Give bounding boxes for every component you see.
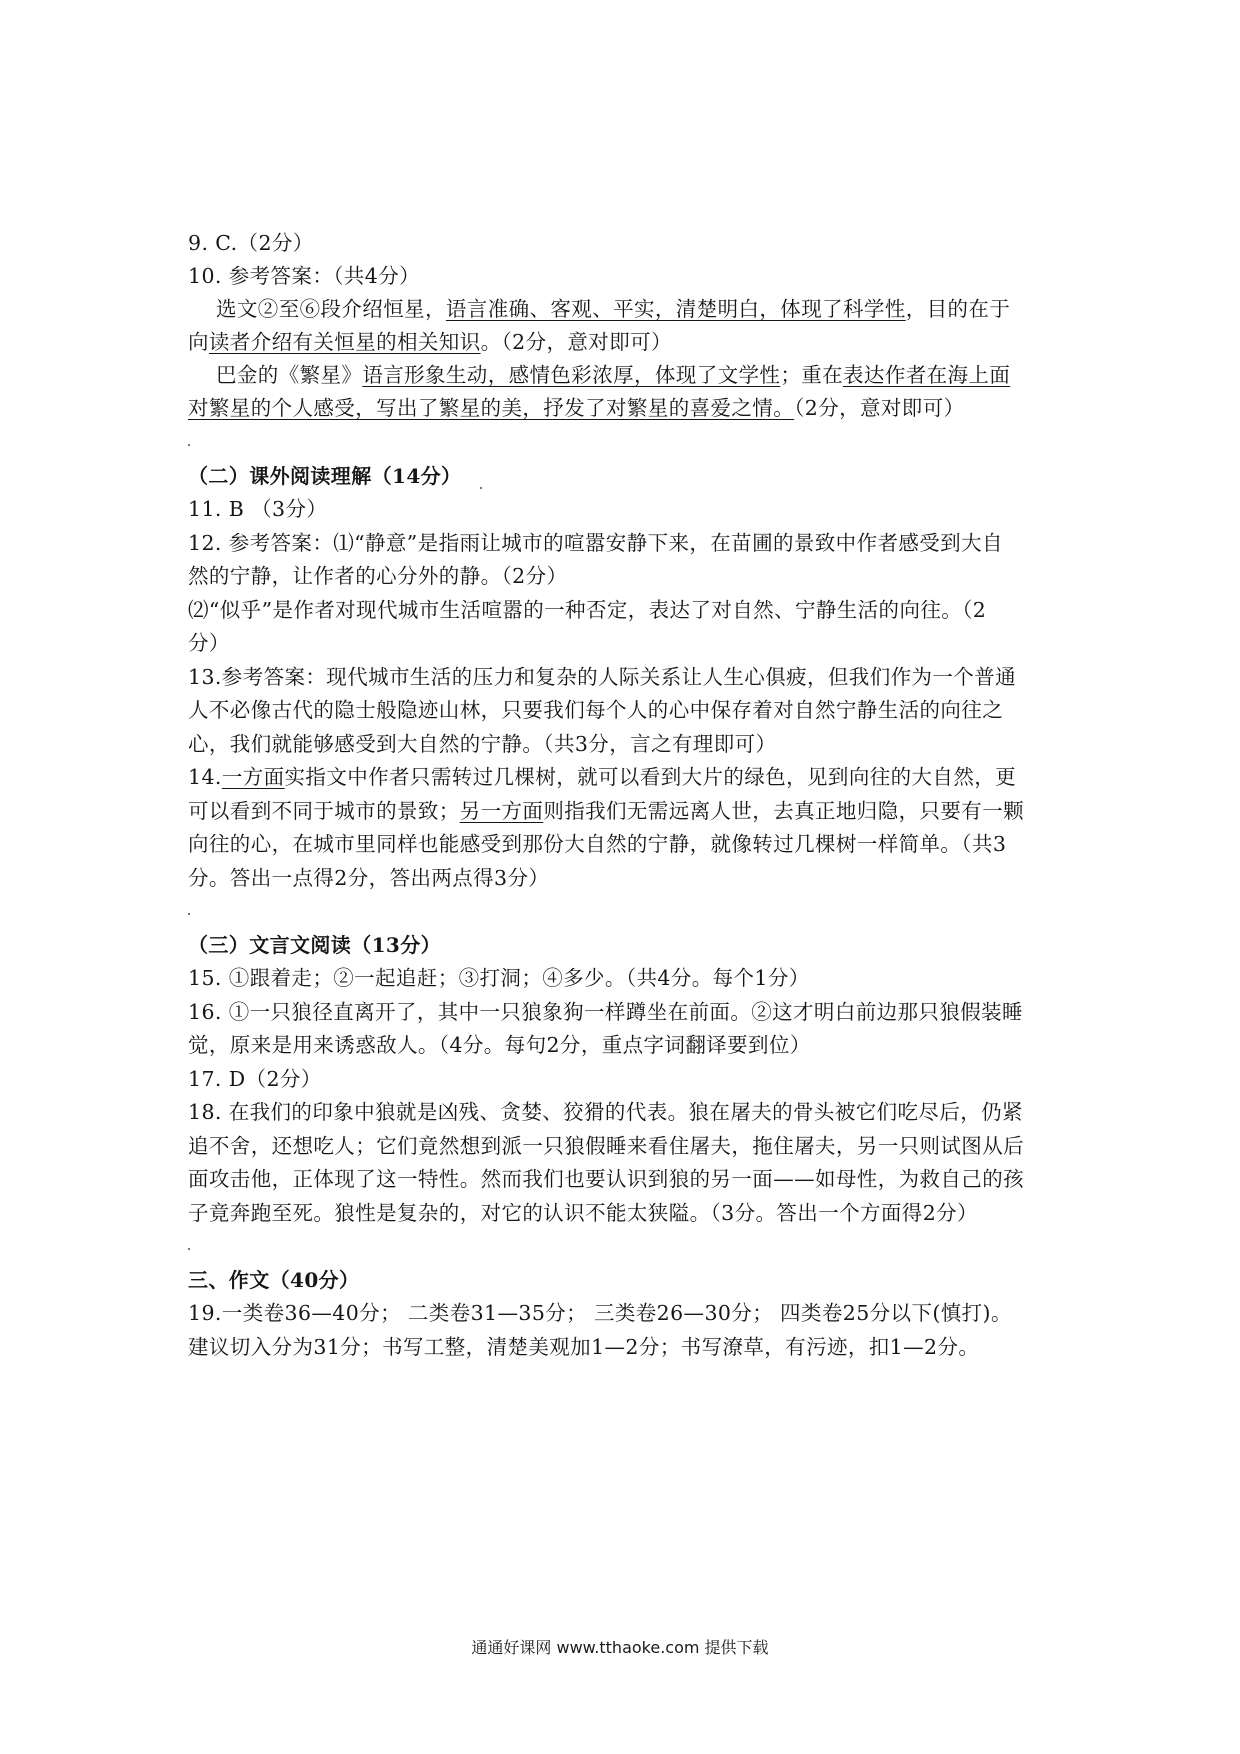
underlined-text: 对繁星的个人感受，写出了繁星的美，抒发了对繁星的喜爱之情。 <box>188 396 795 420</box>
answer-q18-line4: 子竟奔跑至死。狼性是复杂的，对它的认识不能太狭隘。（3分。答出一个方面得2分） <box>188 1201 978 1225</box>
scan-speck <box>188 913 190 915</box>
answer-q10-paragraph2-line2 <box>188 392 965 425</box>
underlined-text: 另一方面 <box>459 799 544 823</box>
text-run: 可以看到不同于城市的景致； <box>188 799 460 823</box>
answer-q19-line2: 建议切入分为31分；书写工整，清楚美观加1—2分；书写潦草，有污迹，扣1—2分。 <box>188 1335 980 1359</box>
text-run: ，目的在于 <box>905 297 1011 321</box>
answer-q12-line1: 12. 参考答案：⑴“静意”是指雨让城市的喧嚣安静下来，在苗圃的景致中作者感受到大自 <box>188 531 1003 555</box>
answer-q14-line2 <box>188 795 1024 828</box>
text-run: 则指我们无需远离人世，去真正地归隐，只要有一颗 <box>543 799 1025 823</box>
scan-speck <box>188 1248 190 1250</box>
answer-q9: 9. C.（2分） <box>188 231 314 255</box>
text-run: 。（2分，意对即可） <box>480 330 672 354</box>
section-heading-composition: 三、作文（40分） <box>188 1268 360 1292</box>
text-run: 向 <box>188 330 209 354</box>
text-run: ；重在 <box>780 363 844 387</box>
underlined-text: 表达作者在海上面 <box>843 363 1011 387</box>
answer-q10-paragraph1-line1 <box>216 293 1010 326</box>
answer-q12-line2: 然的宁静，让作者的心分外的静。（2分） <box>188 564 568 588</box>
answer-q12-line4: 分） <box>188 631 230 655</box>
answer-q18-line2: 追不舍，还想吃人；它们竟然想到派一只狼假睡来看住屠夫，拖住屠夫，另一只则试图从后 <box>188 1134 1024 1158</box>
underlined-text: 读者介绍有关恒星的相关知识 <box>208 330 481 354</box>
text-run: 实指文中作者只需转过几棵树，就可以看到大片的绿色，见到向往的大自然，更 <box>284 765 1017 789</box>
underlined-text: 语言形象生动，感情色彩浓厚，体现了文学性 <box>362 363 781 387</box>
answer-q13-line2: 人不必像古代的隐士般隐迹山林，只要我们每个人的心中保存着对自然宁静生活的向往之 <box>188 698 1004 722</box>
answer-q14-line3: 向往的心，在城市里同样也能感受到那份大自然的宁静，就像转过几棵树一样简单。（共3 <box>188 832 1007 856</box>
answer-q13-line1: 13.参考答案：现代城市生活的压力和复杂的人际关系让人生心俱疲，但我们作为一个普通 <box>188 665 1016 689</box>
answer-q19-line1: 19.一类卷36—40分； 二类卷31—35分； 三类卷26—30分； 四类卷25分以下(慎打)。 <box>188 1301 1012 1325</box>
underlined-text: 语言准确、客观、平实，清楚明白，体现了科学性 <box>445 297 906 321</box>
answer-q10-paragraph2-line1 <box>216 359 1010 392</box>
answer-q12-line3: ⑵“似乎”是作者对现代城市生活喧嚣的一种否定，表达了对自然、宁静生活的向往。（2 <box>188 598 987 622</box>
page-footer: 通通好课网 www.tthaoke.com 提供下载 <box>471 1638 769 1657</box>
answer-q16-line2: 觉，原来是用来诱惑敌人。（4分。每句2分，重点字词翻译要到位） <box>188 1033 811 1057</box>
answer-q10-paragraph1-line2 <box>188 326 672 359</box>
answer-q18-line1: 18. 在我们的印象中狼就是凶残、贪婪、狡猾的代表。狼在屠夫的骨头被它们吃尽后，仍紧 <box>188 1100 1023 1124</box>
answer-q14-line4: 分。答出一点得2分，答出两点得3分） <box>188 866 550 890</box>
answer-q10-heading: 10. 参考答案：（共4分） <box>188 264 421 288</box>
text-run: 选文②至⑥段介绍恒星， <box>216 297 446 321</box>
answer-q18-line3: 面攻击他，正体现了这一特性。然而我们也要认识到狼的另一面——如母性，为救自己的孩 <box>188 1167 1024 1191</box>
underlined-text: 一方面 <box>221 765 285 789</box>
answer-q13-line3: 心，我们就能够感受到大自然的宁静。（共3分，言之有理即可） <box>188 732 777 756</box>
text-run: （2分，意对即可） <box>794 396 965 420</box>
scan-speck <box>188 444 190 446</box>
answer-q14-line1 <box>188 761 1016 794</box>
answer-q16-line1: 16. ①一只狼径直离开了，其中一只狼象狗一样蹲坐在前面。②这才明白前边那只狼假装睡 <box>188 1000 1023 1024</box>
scan-speck <box>480 487 482 489</box>
answer-q11: 11. B （3分） <box>188 497 328 521</box>
text-run: 巴金的《繁星》 <box>216 363 363 387</box>
answer-q15: 15. ①跟着走；②一起追赶；③打洞；④多少。（共4分。每个1分） <box>188 966 810 990</box>
section-heading-classical-chinese: （三）文言文阅读（13分） <box>188 933 442 957</box>
section-heading-extracurricular-reading: （二）课外阅读理解（14分） <box>188 464 462 488</box>
answer-q17: 17. D（2分） <box>188 1067 322 1091</box>
text-run: 14. <box>188 765 222 789</box>
